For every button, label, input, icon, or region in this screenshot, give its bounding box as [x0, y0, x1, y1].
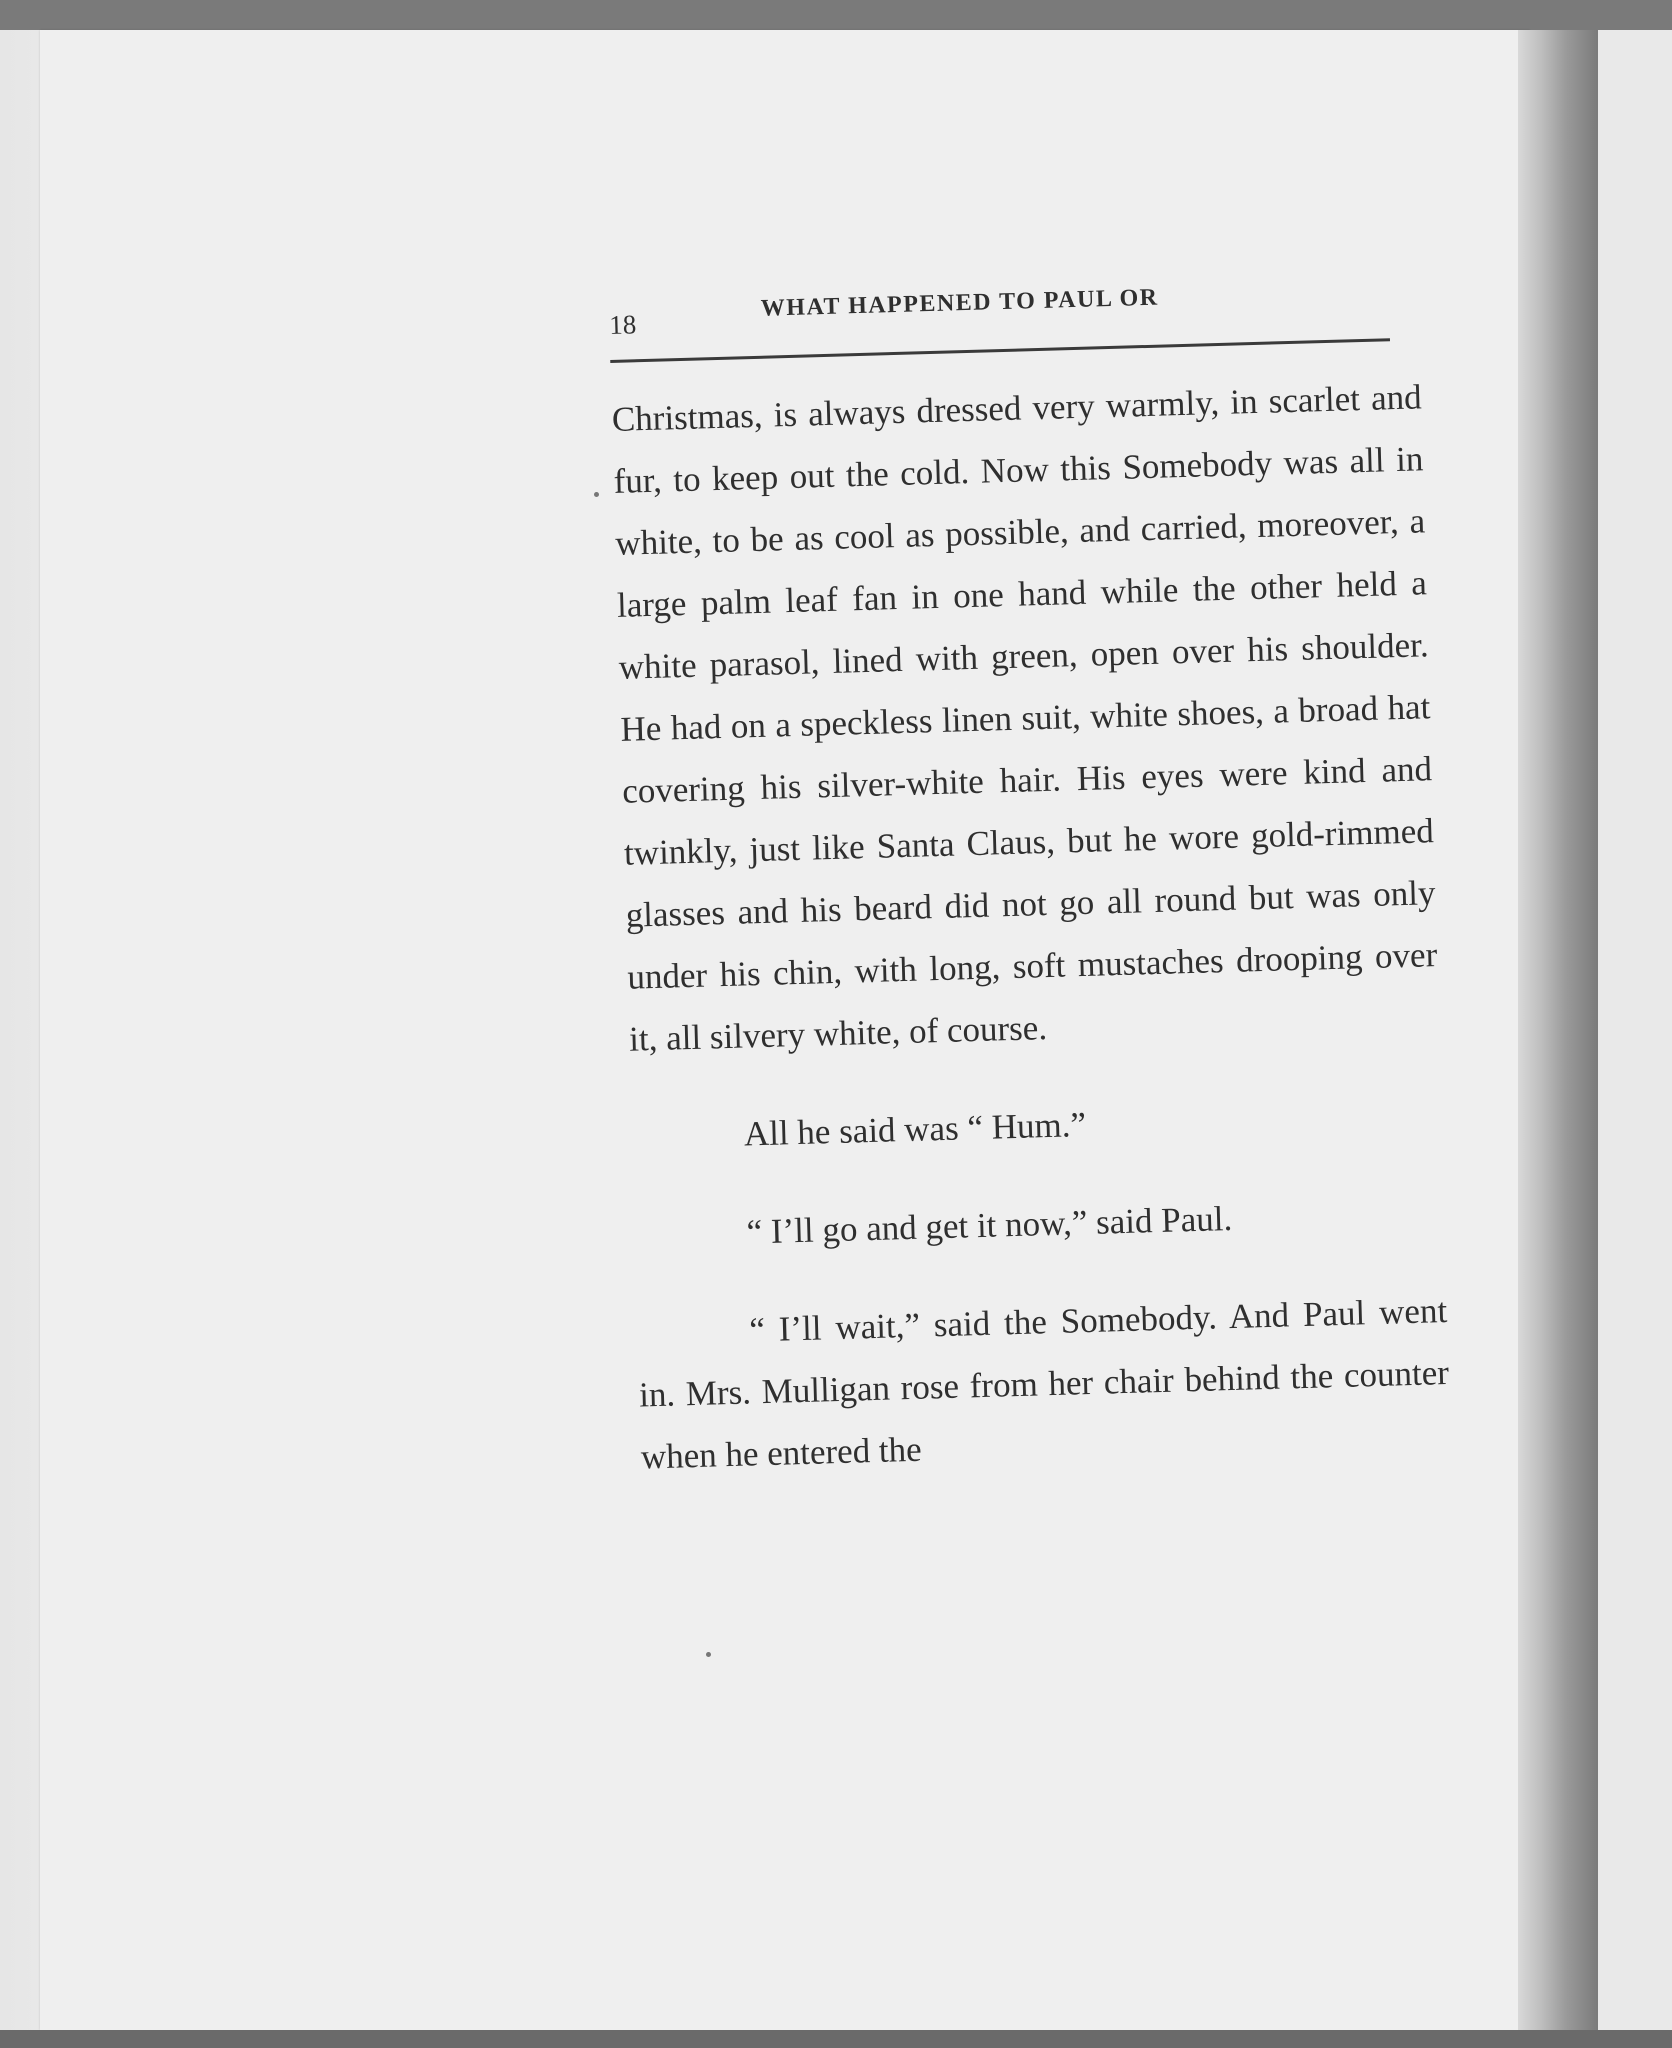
ink-speck [706, 1652, 711, 1657]
page-gutter-shadow [1518, 30, 1598, 2030]
facing-page-edge [1598, 30, 1672, 2030]
running-head-title: WHAT HAPPENED TO PAUL OR [760, 284, 1159, 322]
paragraph: All he said was “ Hum.” [743, 1104, 1087, 1154]
page-number: 18 [608, 309, 637, 340]
paragraph: “ I’ll go and get it now,” said Paul. [746, 1198, 1233, 1252]
paragraph: Christmas, is always dressed very warmly, in scarlet and fur, to keep out the cold. Now this Somebody was all in white, to be as cool as possible, and carried, moreover, a large palm leaf fan in one hand while the other held a white parasol, lined with green, open over his shoulder. He had on a speckless linen suit, white shoes, a broad hat covering his silver-white hair. His eyes were kind and twinkly, just like Santa Claus, but he wore gold-rimmed glasses and his beard did not go all round but was only under his chin, with long, soft mustaches drooping over it, all silvery white, of course. [611, 377, 1438, 1059]
ink-speck [594, 492, 599, 497]
page-text-block [608, 257, 1481, 1489]
scan-border-bottom [0, 2030, 1672, 2048]
paragraph: “ I’ll wait,” said the Somebody. And Paul went in. Mrs. Mulligan rose from her chair behind the counter when he entered the [638, 1290, 1450, 1477]
header-rule [610, 338, 1390, 363]
